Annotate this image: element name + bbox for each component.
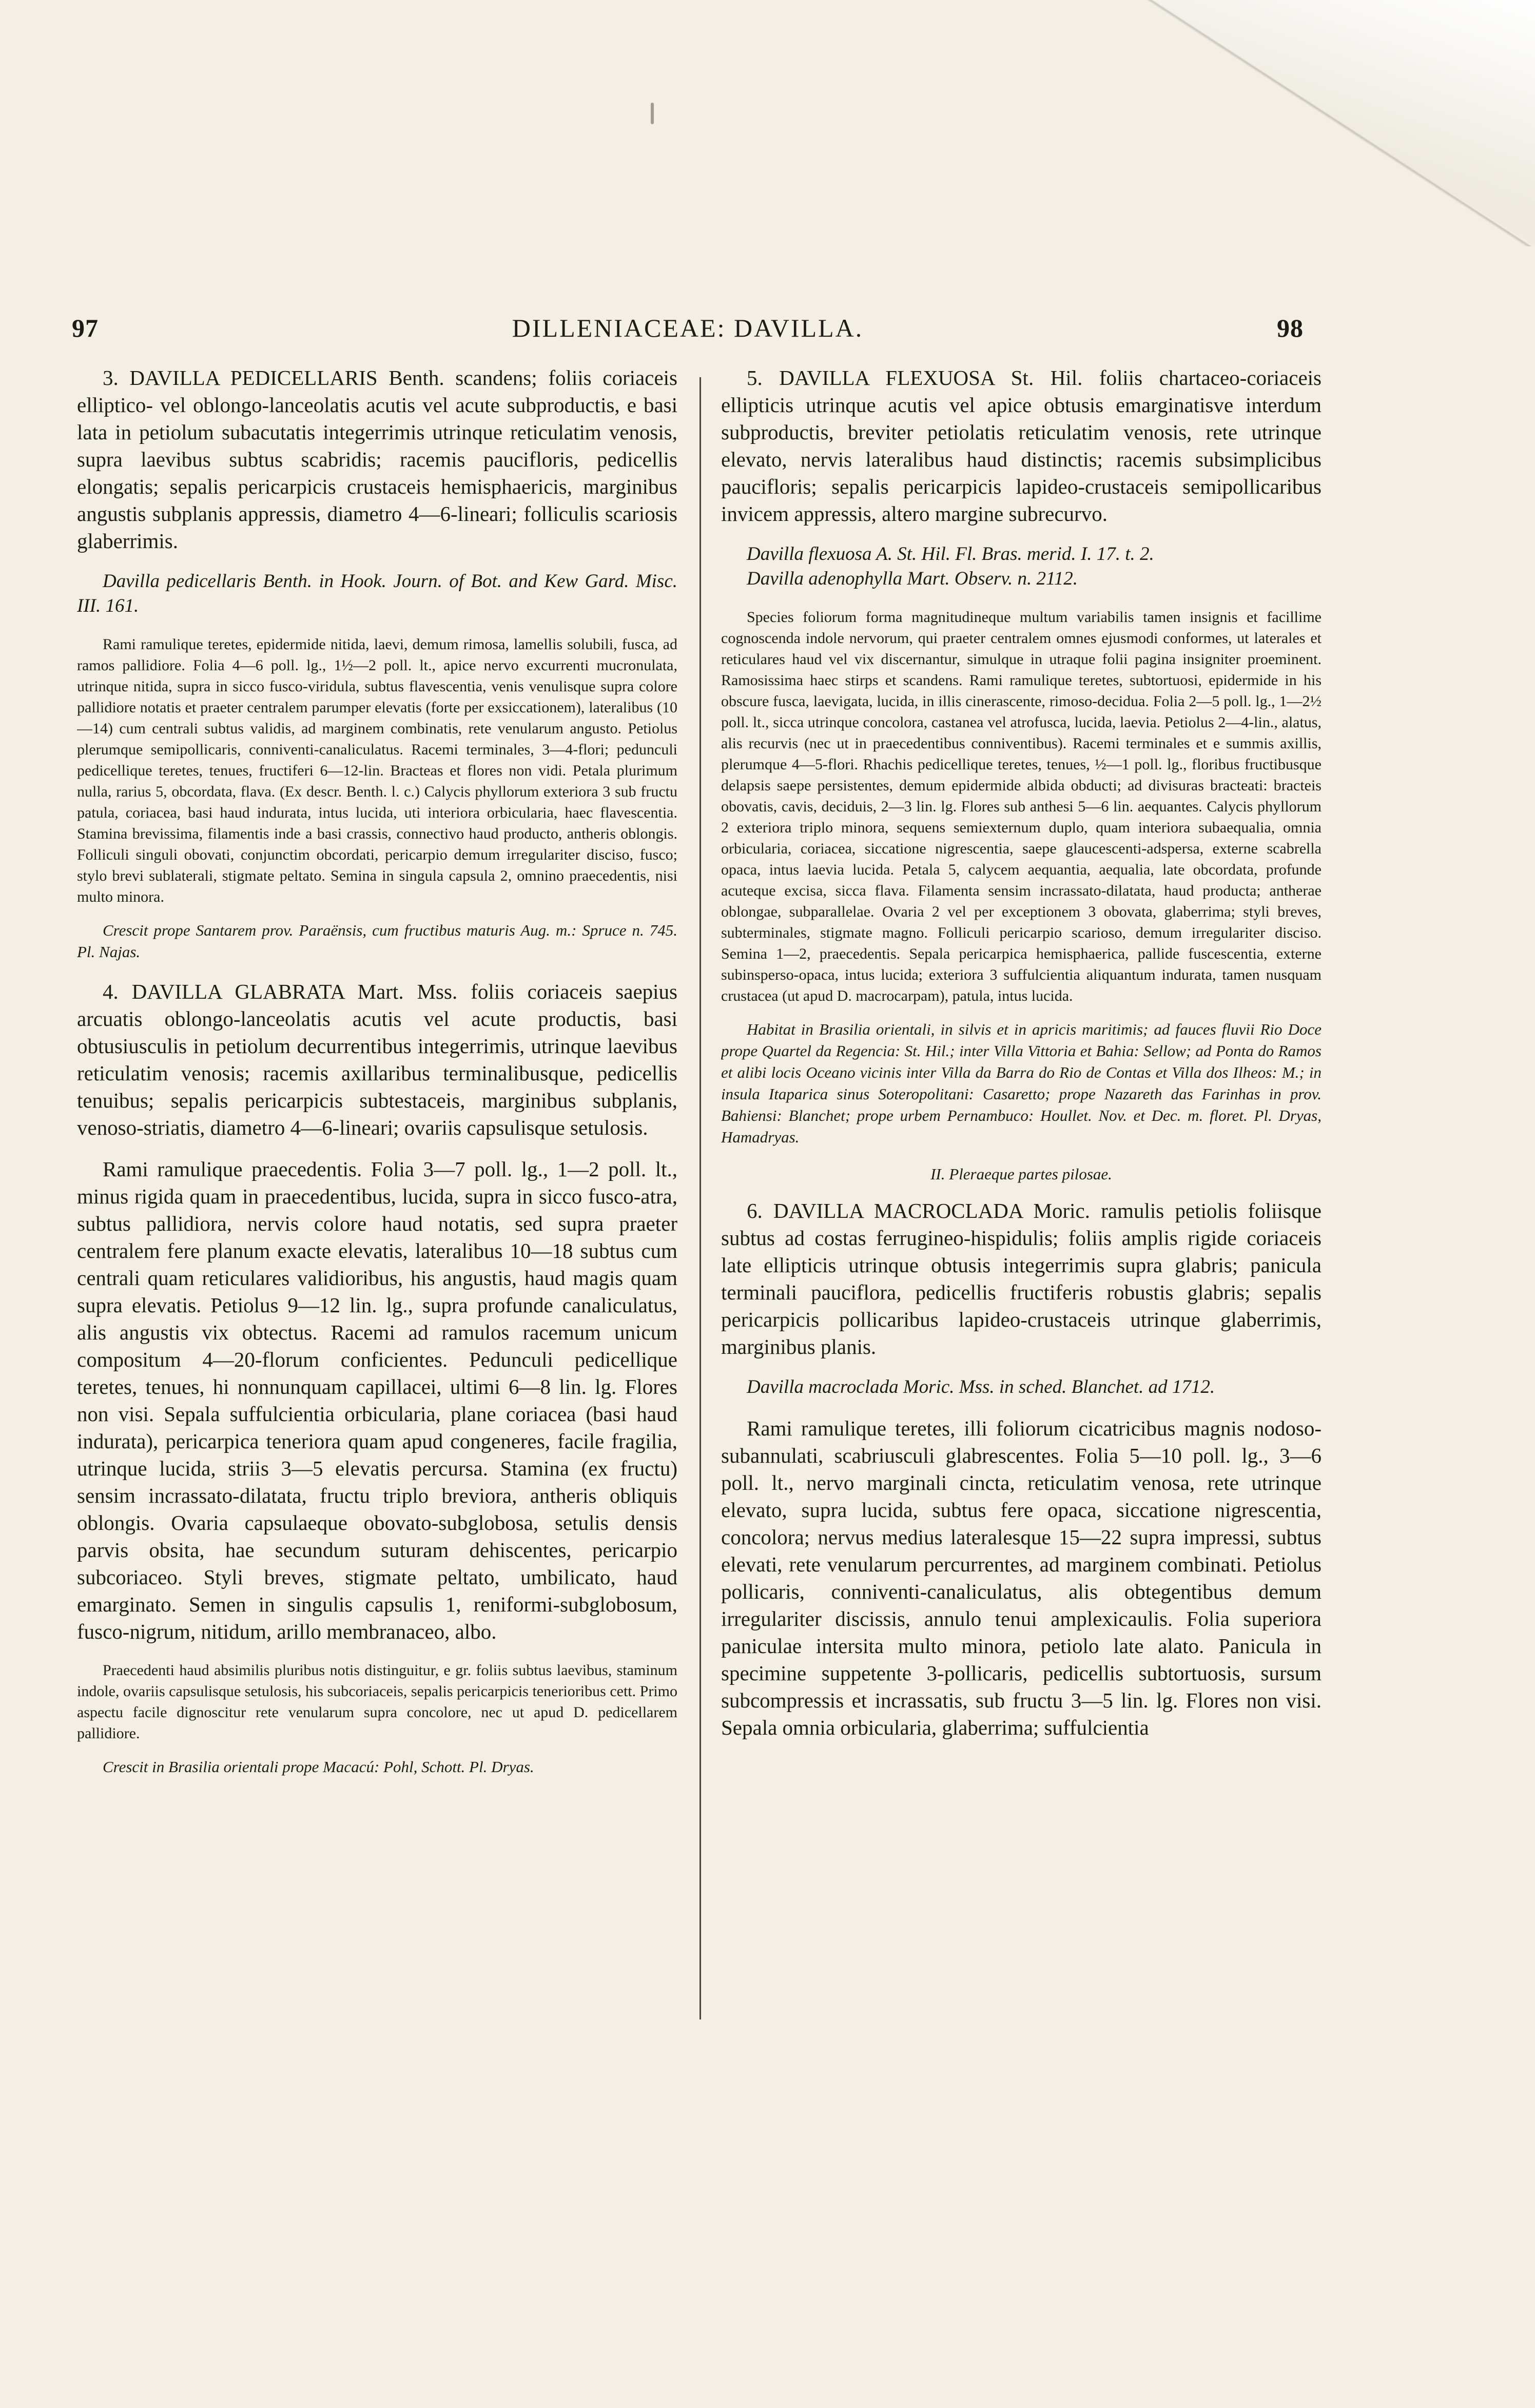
species-3-synonym: Davilla pedicellaris Benth. in Hook. Journ. of Bot. and Kew Gard. Misc. III. 161. [77, 571, 677, 616]
species-5-synonym-2: Davilla adenophylla Mart. Observ. n. 2112. [747, 568, 1078, 589]
page-header [72, 308, 1304, 349]
species-5-diagnosis: 5. DAVILLA FLEXUOSA St. Hil. foliis chartaceo-coriaceis ellipticis utrinque acutis vel apice obtusis emarginatisve interdum subproductis, breviter petiolatis reticulatim venosis, rete utrinque elevato, nervis lateralibus haud distinctis; racemis subsimplicibus paucifloris; sepalis pericarpicis lapideo-crustaceis semipollicaribus invicem appressis, altero margine subrecurvo. [721, 366, 1322, 526]
right-page-number: 98 [1277, 314, 1304, 342]
species-3-diagnosis: 3. DAVILLA PEDICELLARIS Benth. scandens; foliis coriaceis elliptico- vel oblongo-lanceolatis acutis vel acute subproductis, e basi lata in petiolum subacutatis integerrimis utrinque reticulatim venosis, supra laevibus subtus scabridis; racemis paucifloris, pedicellis elongatis; sepalis pericarpicis crustaceis hemisphaericis, marginibus angustis subplanis appressis, diametro 4—6-lineari; folliculis scariosis glaberrimis. [77, 366, 677, 553]
page-mark [651, 103, 654, 124]
species-4-diagnosis: 4. DAVILLA GLABRATA Mart. Mss. foliis coriaceis saepius arcuatis oblongo-lanceolatis acutis vel acute productis, basi obtusiusculis in petiolum decurrentibus integerrimis, utrinque laevibus reticulatim venosis; racemis axillaribus terminalibusque, pedicellis tenuibus; sepalis pericarpicis subtestaceis, marginibus subplanis, venoso-striatis, diametro 4—6-lineari; ovariis capsulisque setulosis. [77, 980, 677, 1139]
species-6-diagnosis: 6. DAVILLA MACROCLADA Moric. ramulis petiolis foliisque subtus ad costas ferrugineo-hispidulis; foliis amplis rigide coriaceis late ellipticis utrinque obtusis integerrimis supra glabris; panicula terminali pauciflora, pedicellis fructiferis robustis glabris; sepalis pericarpicis pollicaribus lapideo-crustaceis utrinque glaberrimis, marginibus planis. [721, 1199, 1322, 1358]
species-6-description: Rami ramulique teretes, illi foliorum cicatricibus magnis nodoso-subannulati, scabriusculi glabrescentes. Folia 5—10 poll. lg., 3—6 poll. lt., nervo marginali cincta, reticulatim venosa, rete utrinque elevato, supra lucida, subtus fere opaca, siccatione nigrescentia, concolora; nervus medius lateralesque 15—22 supra impressi, subtus elevati, rete venularum percurrentes, ad marginem combinati. Petiolus pollicaris, conniventi-canaliculatus, alis obtegentibus demum irregulariter discissis, annulo tenui amplexicaulis. Folia superiora paniculae intersita multo minora, petiolo late alato. Panicula in specimine suppetente 3-pollicaris, pedicellis subtortuosis, sursum subcompressis et incrassatis, sub fructu 3—5 lin. lg. Flores non visi. Sepala omnia orbicularia, glaberrima; suffulcientia [721, 1416, 1322, 1739]
left-column [77, 364, 677, 2099]
species-4-remark: Praecedenti haud absimilis pluribus notis distinguitur, e gr. foliis subtus laevibus, staminum indole, ovariis capsulisque setulosis, his subcoriaceis, sepalis pericarpicis tenerioribus cett. Primo aspectu facile dignoscitur rete venularum supra concolore, nec ut apud D. pedicellarem pallidiore. [77, 1662, 677, 1742]
section-heading: II. Pleraeque partes pilosae. [930, 1165, 1112, 1183]
species-5-description: Species foliorum forma magnitudineque multum variabilis tamen insignis et facillime cognoscenda indole nervorum, qui praeter centralem omnes ejusmodi conformes, ut laterales et reticulares haud vel vix discernantur, simulque in utraque folii pagina insigniter proeminent. Ramosissima haec stirps et scandens. Rami ramulique teretes, subtortuosi, epidermide in his obscure fusca, laevigata, lucida, in illis cinerascente, rimoso-decidua. Folia 2—5 poll. lg., 1—2½ poll. lt., sicca utrinque concolora, castanea vel atrofusca, lucida, laevia. Petiolus 2—4-lin., alatus, alis recurvis (nec ut in praecedentibus conniventibus). Racemi terminales et e summis axillis, plerumque 4—5-flori. Rhachis pedicellique teretes, tenues, ½—1 poll. lg., floribus fructibusque delapsis saepe persistentes, demum epidermide albida obducti; ad divisuras bracteati: bracteis obovatis, cavis, deciduis, 2—3 lin. lg. Flores sub anthesi 5—6 lin. aequantes. Calycis phyllorum 2 exteriora triplo minora, sequens semiexternum duplo, quam interiora subaequalia, omnia orbicularia, coriacea, siccatione nigrescentia, saepe glaucescenti-adspersa, externe scabrella opaca, intus laevia lucida. Petala 5, calycem aequantia, aequalia, late obcordata, profunde acuteque excisa, sicca flava. Filamenta sensim incrassato-dilatata, haud producta; antherae oblongae, subparallelae. Ovaria 2 vel per exceptionem 3 obovata, glaberrima; styli breves, subterminales, stigmate magno. Folliculi pericarpio scarioso, demum irregulariter disciso. Semina 1—2, praecedentis. Sepala pericarpica hemisphaerica, pallide fuscescentia, externe subinsperso-opaca, intus lucida; exteriora 3 suffulcientia aliquantum indurata, tamen nusquam crustacea (ut apud D. macrocarpam), patula, intus lucida. [721, 609, 1322, 1004]
page-fold-crease [1145, 0, 1535, 246]
species-6-synonym: Davilla macroclada Moric. Mss. in sched. Blanchet. ad 1712. [747, 1376, 1215, 1397]
right-column [721, 364, 1322, 2099]
species-5-locality: Habitat in Brasilia orientali, in silvis et in apricis maritimis; ad fauces fluvii Rio Doce prope Quartel da Regencia: St. Hil.; inter Villa Vittoria et Bahia: Sellow; ad Ponta do Ramos et alibi locis Oceano vicinis inter Villa da Barra do Rio de Contas et Villa dos Ilheos: M.; in insula Itaparica sinus Soteropolitani: Casaretto; prope Nazareth das Farinhas in prov. Bahiensi: Blanchet; prope urbem Pernambuco: Houllet. Nov. et Dec. m. floret. Pl. Dryas, Hamadryas. [721, 1020, 1322, 1146]
species-3-description: Rami ramulique teretes, epidermide nitida, laevi, demum rimosa, lamellis solubili, fusca, ad ramos pallidiore. Folia 4—6 poll. lg., 1½—2 poll. lt., apice nervo excurrenti mucronulata, utrinque nitida, supra in sicco fusco-viridula, subtus flavescentia, venis venulisque supra colore pallidiore notatis et praeter centralem parumper elevatis (forte per exsiccationem), lateralibus (10—14) cum centrali subtus validis, ad marginem combinatis, rete venularum angusto. Petiolus plerumque semipollicaris, conniventi-canaliculatus. Racemi terminales, 3—4-flori; pedunculi pedicellique teretes, tenues, fructiferi 6—12-lin. Bracteas et flores non vidi. Petala plurimum nulla, rarius 5, obcordata, flava. (Ex descr. Benth. l. c.) Calycis phyllorum exteriora 3 sub fructu patula, coriacea, basi haud indurata, intus lucida, uti interiora orbicularia, haec flavescentia. Stamina brevissima, filamentis inde a basi crassis, connectivo haud producto, antheris oblongis. Folliculi singuli obovati, conjunctim obcordati, pericarpio demum irregulariter disciso, fusco; stylo brevi sublaterali, stigmate peltato. Semina in singula capsula 2, omnino praecedentis, nisi multo minora. [77, 636, 677, 905]
species-4-description: Rami ramulique praecedentis. Folia 3—7 poll. lg., 1—2 poll. lt., minus rigida quam in praecedentibus, lucida, supra in sicco fusco-atra, subtus pallidiora, nervis colore haud notatis, sed supra praeter centralem fere planum exacte elevatis, lateralibus 10—18 subtus cum centrali quam reticulares validioribus, his angustis, haud magis quam supra elevatis. Petiolus 9—12 lin. lg., supra profunde canaliculatus, alis angustis vix obtectus. Racemi ad ramulos racemum unicum compositum 4—20-florum conficientes. Pedunculi pedicellique teretes, tenues, hi nonnunquam capillacei, ultimi 6—8 lin. lg. Flores non visi. Sepala suffulcientia orbicularia, plane coriacea (basi haud indurata), pericarpica teneriora quam apud congeneres, facile fragilia, utrinque lucida, striis 3—5 elevatis percursa. Stamina (ex fructu) sensim incrassato-dilatata, fructu triplo breviora, antheris obliquis oblongis. Ovaria capsulaeque obovato-subglobosa, setulis densis parvis obsita, hae secundum suturam dehiscentes, pericarpio subcoriaceo. Styli breves, stigmate peltato, umbilicato, haud emarginato. Semen in singulis capsulis 1, reniformi-subglobosum, fusco-nigrum, nitidum, arillo membranaceo, albo. [77, 1157, 677, 1643]
species-4-locality: Crescit in Brasilia orientali prope Macacú: Pohl, Schott. Pl. Dryas. [103, 1758, 534, 1776]
column-divider [700, 377, 701, 2019]
species-5-synonym-1: Davilla flexuosa A. St. Hil. Fl. Bras. merid. I. 17. t. 2. [747, 543, 1154, 565]
left-page-number: 97 [72, 314, 99, 342]
species-3-locality: Crescit prope Santarem prov. Paraënsis, cum fructibus maturis Aug. m.: Spruce n. 745. Pl. Najas. [77, 921, 677, 961]
running-title: DILLENIACEAE: DAVILLA. [512, 314, 864, 342]
